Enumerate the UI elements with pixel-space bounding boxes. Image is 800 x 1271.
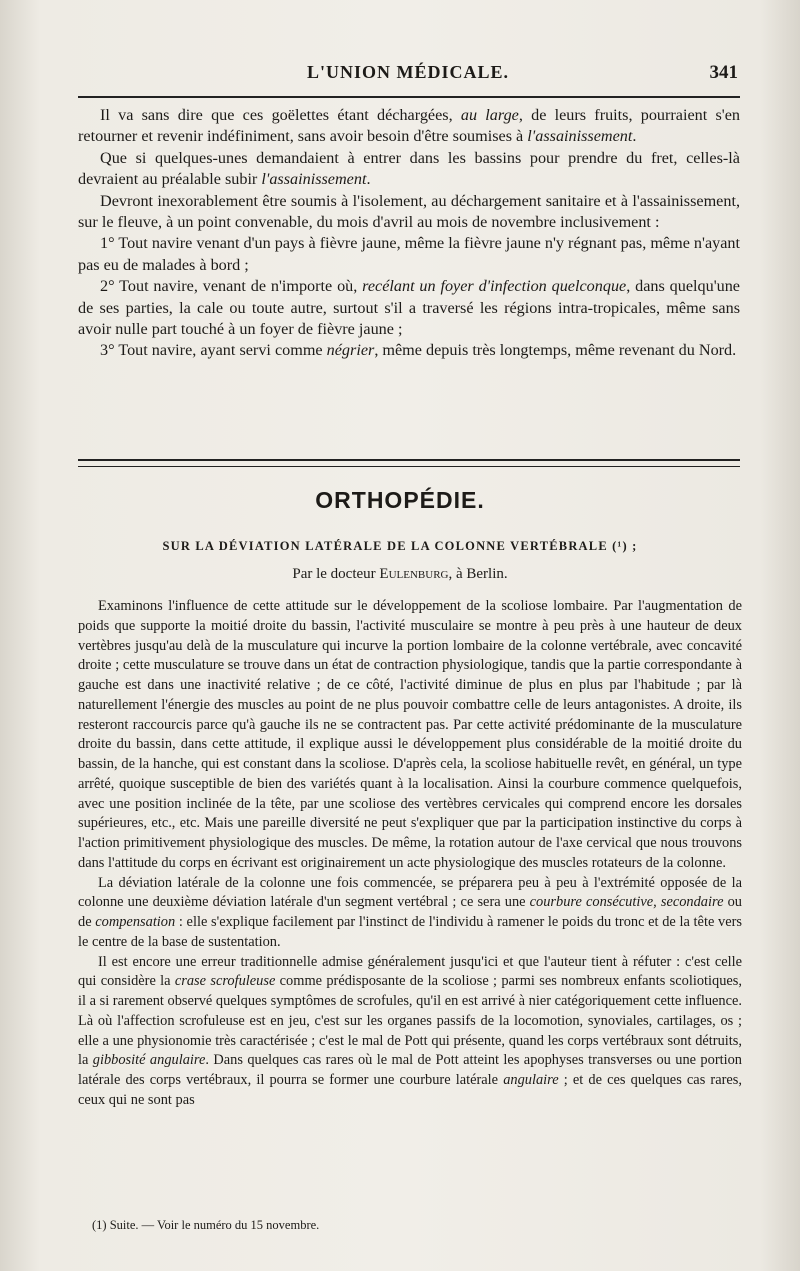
- article-paragraph-2: La déviation latérale de la colonne une fois commencée, se préparera peu à peu à l'extrémité opposée de la colonne une deuxième déviation latérale d'un segment vertébral ; ce sera une courbure consécutive, secondaire ou de compensation : elle s'explique facilement par l'instinct de l'individu à ramener le poids du tronc et de la tête vers le centre de la base de sustentation.: [78, 874, 742, 950]
- intro-text: [78, 105, 740, 362]
- section-heading: ORTHOPÉDIE.: [315, 487, 485, 513]
- author-name: Eulenburg: [379, 566, 449, 582]
- article-paragraph-3: Il est encore une erreur traditionnelle admise généralement jusqu'ici et que l'auteur tient à réfuter : c'est celle qui considère la crase scrofuleuse comme prédisposante de la scoliose ; parmi ses nombreux enfants scoliotiques, il a si rarement observé quelques symptômes de scrofules, qu'il en est arrivé à nier catégoriquement cette influence. Là où l'affection scrofuleuse est en jeu, c'est sur les organes passifs de la locomotion, synoviales, cartilages, os ; elle a une physionomie très caractérisée ; c'est le mal de Pott qui présente, quand les corps vertébraux sont détruits, la gibbosité angulaire. Dans quelques cas rares où le mal de Pott atteint les apophyses transverses ou une portion latérale des corps vertébraux, il pourra se former une courbure latérale angulaire ; et de ces quelques cas rares, ceux qui ne sont pas: [78, 953, 743, 1108]
- intro-paragraph-2: Que si quelques-unes demandaient à entrer dans les bassins pour prendre du fret, celles-là devraient au préalable subir l'assainissement.: [78, 148, 740, 189]
- list-item-1: 1° Tout navire venant d'un pays à fièvre jaune, même la fièvre jaune n'y régnant pas, même n'ayant pas eu de malades à bord ;: [78, 234, 740, 274]
- intro-paragraph-1: Il va sans dire que ces goëlettes étant déchargées, au large, de leurs fruits, pourraient s'en retourner et revenir indéfiniment, sans avoir besoin d'être soumises à l'assainissement.: [78, 106, 740, 146]
- author-byline: Par le docteur Eulenburg, à Berlin.: [292, 566, 508, 582]
- footnote: (1) Suite. — Voir le numéro du 15 novembre.: [92, 1218, 320, 1232]
- section-divider: [78, 459, 740, 467]
- intro-paragraph-3: Devront inexorablement être soumis à l'isolement, au déchargement sanitaire et à l'assainissement, sur le fleuve, à un point convenable, du mois d'avril au mois de novembre inclusivement :: [78, 191, 740, 232]
- page-number: 341: [709, 62, 738, 83]
- article-title: SUR LA DÉVIATION LATÉRALE DE LA COLONNE VERTÉBRALE (¹) ;: [162, 539, 638, 553]
- article-paragraph-1: Examinons l'influence de cette attitude sur le développement de la scoliose lombaire. Par l'augmentation de poids que supporte la moitié droite du bassin, l'activité musculaire se montre à peu près à une hauteur de deux vertèbres jusqu'au delà de la musculature qui incurve la portion lombaire de la colonne vertébrale, avec concavité droite ; cette musculature se trouve dans un état de contraction physiologique, tandis que la partie correspondante à gauche est dans une inactivité relative ; de ce côté, l'activité diminue de plus en plus par l'habitude ; par là naturellement l'énergie des muscles au point de ne plus pouvoir combattre celle de leurs antagonistes. A droite, ils resteront raccourcis parce qu'à gauche ils ne se contractent pas. Par cette activité prédominante de la musculature droite du bassin, dans cette attitude, il explique aussi le développement plus considérable de la moitié droite du bassin, de la hanche, qui est constant dans la scoliose. D'après cela, la scoliose habituelle revêt, en général, un type arrêté, quoique susceptible de bien des variétés quant à la localisation. Ainsi la courbure commence quelquefois, avec une position inclinée de la tête, par une scoliose des vertèbres cervicales qui comprend encore les dorsales supérieures, etc., etc. Mais une pareille diversité ne peut s'expliquer que par la participation instinctive du corps à l'action primitivement physiologique des muscles. De même, la rotation autour de l'axe cervical que nous trouvons dans l'attitude du corps en écrivant est originairement un acte physiologique des muscles rotateurs de la colonne.: [78, 598, 742, 871]
- list-item-2: 2° Tout navire, venant de n'importe où, recélant un foyer d'infection quelconque, dans quelqu'une de ses parties, la cale ou toute autre, surtout s'il a traversé les régions intra-tropicales, même sans avoir nulle part touché à un foyer de fièvre jaune ;: [78, 277, 740, 339]
- header-rule: [78, 96, 740, 98]
- article-text: [78, 597, 742, 1111]
- running-header: [78, 62, 738, 90]
- journal-title: L'UNION MÉDICALE.: [306, 62, 510, 82]
- list-item-3: 3° Tout navire, ayant servi comme négrier, même depuis très longtemps, même revenant du Nord.: [100, 341, 737, 360]
